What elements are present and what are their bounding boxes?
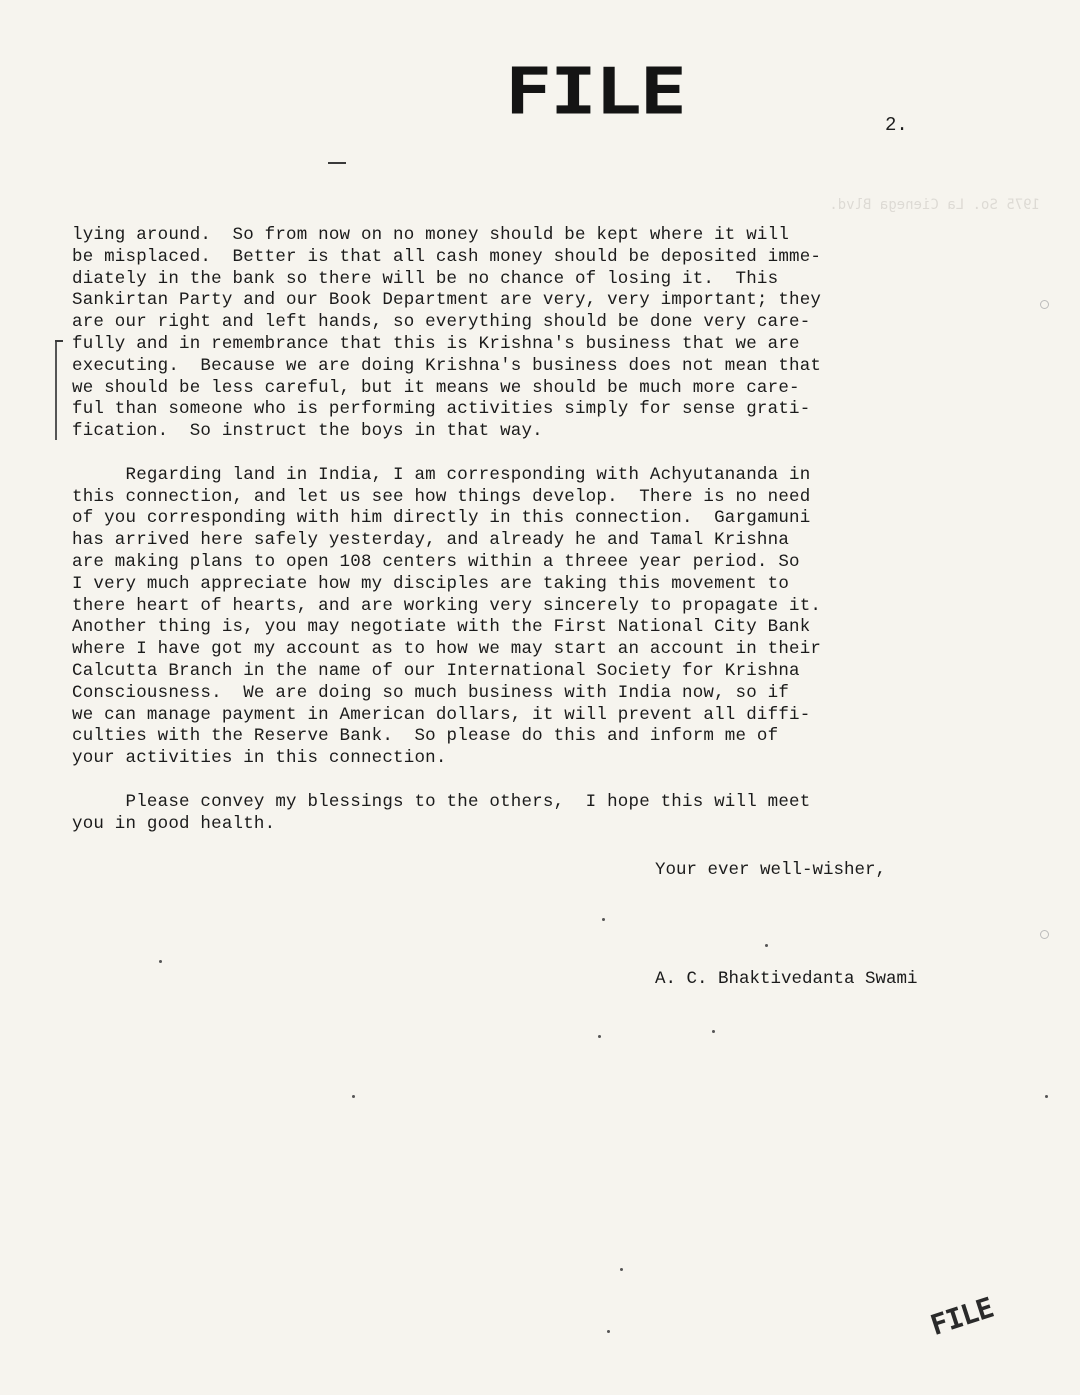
text-line: you in good health. xyxy=(72,813,276,834)
text-line: there heart of hearts, and are working very sincerely to propagate it. xyxy=(72,595,822,616)
text-line: where I have got my account as to how we may start an account in their xyxy=(72,639,822,660)
signature-name: A. C. Bhaktivedanta Swami xyxy=(655,969,918,989)
text-line: of you corresponding with him directly in this connection. Gargamuni xyxy=(72,508,811,529)
punch-hole xyxy=(1040,300,1049,309)
ink-speck xyxy=(598,1035,601,1038)
text-line: culties with the Reserve Bank. So please do this and inform me of xyxy=(72,726,779,747)
bleed-line xyxy=(60,888,1040,909)
ink-speck xyxy=(765,944,768,947)
dash-mark xyxy=(328,162,346,164)
paragraph-2 xyxy=(72,465,1032,770)
text-line: Please convey my blessings to the others, I hope this will meet xyxy=(72,791,811,812)
text-line: be misplaced. Better is that all cash money should be deposited imme- xyxy=(72,246,822,267)
bleed-line: 1975 So. La Cienega Blvd. xyxy=(829,197,1040,213)
bleed-line xyxy=(60,867,1040,888)
page-number: 2. xyxy=(885,114,908,136)
text-line: Consciousness. We are doing so much business with India now, so if xyxy=(72,682,790,703)
text-line: are our right and left hands, so everything should be done very care- xyxy=(72,312,811,333)
text-line: has arrived here safely yesterday, and already he and Tamal Krishna xyxy=(72,530,790,551)
text-line: I very much appreciate how my disciples are taking this movement to xyxy=(72,573,790,594)
text-line: Calcutta Branch in the name of our International Society for Krishna xyxy=(72,660,800,681)
ink-speck xyxy=(1045,1095,1048,1098)
text-line: Regarding land in India, I am corresponding with Achyutananda in xyxy=(72,464,811,485)
file-mark-stamp: FILE xyxy=(926,1291,997,1342)
text-line: fication. So instruct the boys in that way. xyxy=(72,421,543,442)
text-line: we can manage payment in American dollars, it will prevent all diffi- xyxy=(72,704,811,725)
ink-speck xyxy=(712,1030,715,1033)
text-line: ful than someone who is performing activities simply for sense grati- xyxy=(72,399,811,420)
bleed-line xyxy=(60,930,1040,951)
bleed-line xyxy=(60,846,1040,867)
file-stamp: FILE xyxy=(505,55,685,129)
text-line: Sankirtan Party and our Book Department are very, very important; they xyxy=(72,290,822,311)
text-line: fully and in remembrance that this is Krishna's business that we are xyxy=(72,333,800,354)
punch-hole xyxy=(1040,930,1049,939)
ink-speck xyxy=(352,1095,355,1098)
letter-body xyxy=(72,225,1032,835)
text-line: executing. Because we are doing Krishna's business does not mean that xyxy=(72,355,822,376)
ink-speck xyxy=(620,1268,623,1271)
bracket-mark xyxy=(55,340,57,440)
bleed-line xyxy=(60,909,1040,930)
ink-speck xyxy=(159,960,162,963)
text-line: we should be less careful, but it means we should be much more care- xyxy=(72,377,800,398)
text-line: Another thing is, you may negotiate with the First National City Bank xyxy=(72,617,811,638)
text-line: your activities in this connection. xyxy=(72,748,447,769)
ink-speck xyxy=(602,918,605,921)
text-line: are making plans to open 108 centers within a threee year period. So xyxy=(72,551,800,572)
closing-salutation: Your ever well-wisher, xyxy=(655,860,887,880)
bracket-mark-top xyxy=(55,340,63,342)
paragraph-3 xyxy=(72,792,1032,836)
paragraph-1 xyxy=(72,225,1032,443)
ink-speck xyxy=(607,1330,610,1333)
text-line: lying around. So from now on no money should be kept where it will xyxy=(72,225,790,245)
text-line: this connection, and let us see how things develop. There is no need xyxy=(72,486,811,507)
text-line: diately in the bank so there will be no chance of losing it. This xyxy=(72,268,779,289)
